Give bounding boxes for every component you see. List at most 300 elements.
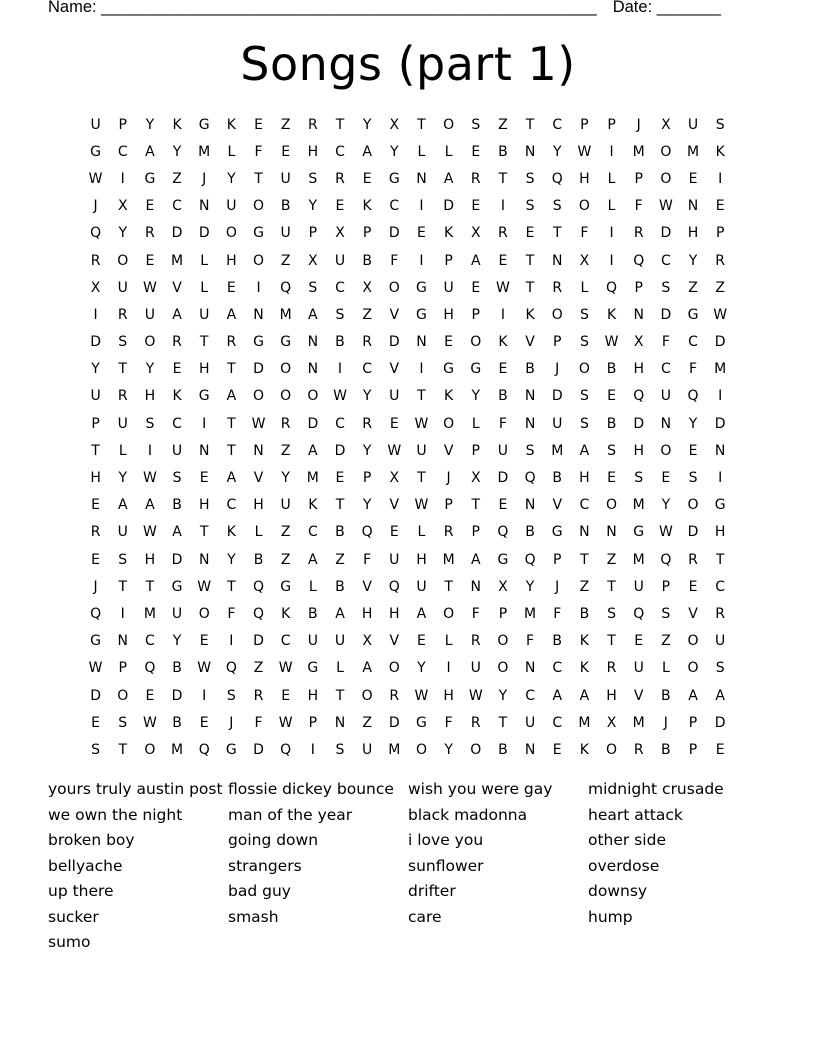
grid-letter: C <box>335 415 345 432</box>
grid-letter: Z <box>362 306 372 323</box>
grid-letter: W <box>577 143 592 160</box>
grid-letter: B <box>525 524 535 541</box>
grid-letter: R <box>117 388 128 405</box>
grid-letter: S <box>226 687 236 704</box>
grid-letter: X <box>362 633 372 650</box>
word-list-item: strangers <box>228 856 302 875</box>
grid-letter: A <box>416 605 427 622</box>
grid-letter: E <box>715 198 725 215</box>
grid-letter: C <box>552 660 563 677</box>
grid-letter: M <box>524 605 537 622</box>
grid-letter: B <box>362 252 372 269</box>
grid-letter: H <box>443 687 454 704</box>
grid-letter: R <box>172 334 182 351</box>
grid-letter: I <box>419 361 424 378</box>
grid-letter: V <box>389 633 400 650</box>
grid-letter: M <box>632 497 645 514</box>
grid-letter: O <box>117 687 129 704</box>
grid-letter: E <box>254 116 263 133</box>
grid-letter: U <box>90 116 101 133</box>
grid-letter: R <box>470 714 481 731</box>
grid-letter: Q <box>280 741 292 758</box>
grid-letter: E <box>389 415 399 432</box>
word-list-item: bellyache <box>48 856 123 875</box>
grid-letter: F <box>444 714 453 731</box>
grid-letter: G <box>470 361 482 378</box>
grid-letter: T <box>471 497 481 514</box>
grid-letter: Y <box>145 116 155 133</box>
grid-letter: O <box>497 660 509 677</box>
grid-letter: Q <box>551 170 563 187</box>
grid-letter: C <box>117 143 128 160</box>
grid-letter: N <box>334 714 346 731</box>
grid-letter: S <box>308 170 318 187</box>
grid-letter: X <box>362 279 372 296</box>
grid-letter: O <box>443 116 455 133</box>
grid-letter: T <box>335 497 345 514</box>
word-list-item: up there <box>48 882 114 900</box>
grid-letter: K <box>281 605 291 622</box>
grid-letter: G <box>144 170 156 187</box>
grid-letter: O <box>361 687 373 704</box>
grid-letter: M <box>279 306 292 323</box>
grid-letter: Y <box>145 361 155 378</box>
grid-letter: U <box>90 388 101 405</box>
grid-letter: W <box>713 306 728 323</box>
grid-letter: D <box>633 415 645 432</box>
grid-row <box>82 220 734 247</box>
grid-letter: M <box>306 470 319 487</box>
grid-letter: D <box>253 741 264 758</box>
grid-letter: P <box>553 551 562 568</box>
grid-letter: O <box>280 361 292 378</box>
grid-letter: O <box>606 741 618 758</box>
grid-letter: G <box>714 497 726 514</box>
grid-letter: L <box>254 524 263 541</box>
grid-letter: I <box>609 252 614 269</box>
grid-letter: U <box>633 660 644 677</box>
grid-letter: Y <box>417 660 426 677</box>
grid-letter: E <box>525 225 535 242</box>
grid-letter: C <box>362 361 373 378</box>
grid-letter: G <box>416 714 427 731</box>
grid-letter: Z <box>688 279 698 296</box>
word-list-item: man of the year <box>228 805 353 824</box>
grid-letter: G <box>497 551 509 568</box>
grid-letter: F <box>634 198 643 215</box>
date-field-label: Date: _______ <box>612 0 721 16</box>
grid-letter: X <box>498 578 508 595</box>
grid-letter: N <box>198 442 210 459</box>
grid-letter: X <box>470 225 481 242</box>
grid-letter: D <box>551 388 563 405</box>
grid-letter: T <box>417 470 426 487</box>
grid-letter: U <box>524 714 536 731</box>
grid-letter: S <box>118 334 128 351</box>
grid-letter: S <box>607 442 616 459</box>
grid-letter: I <box>93 306 98 323</box>
grid-letter: Q <box>660 551 672 568</box>
grid-letter: Y <box>308 198 318 215</box>
grid-letter: W <box>142 714 157 731</box>
grid-letter: Z <box>661 633 671 650</box>
grid-letter: L <box>607 198 616 215</box>
grid-letter: U <box>144 306 156 323</box>
grid-row <box>82 165 734 192</box>
word-list-column <box>228 777 408 930</box>
grid-letter: E <box>634 633 644 650</box>
grid-letter: S <box>118 551 128 568</box>
grid-letter: A <box>308 442 318 459</box>
grid-row <box>82 464 734 491</box>
grid-letter: J <box>93 578 98 595</box>
grid-letter: C <box>172 415 182 432</box>
grid-letter: D <box>253 633 264 650</box>
grid-letter: C <box>172 198 182 215</box>
grid-letter: C <box>715 578 726 595</box>
grid-letter: G <box>253 334 264 351</box>
grid-letter: N <box>253 306 264 323</box>
grid-letter: E <box>145 198 155 215</box>
grid-letter: O <box>578 198 590 215</box>
grid-letter: Z <box>280 442 291 459</box>
grid-letter: U <box>280 497 291 514</box>
grid-letter: I <box>147 442 152 459</box>
grid-letter: S <box>634 470 644 487</box>
grid-letter: X <box>633 334 644 351</box>
grid-letter: V <box>633 687 644 704</box>
grid-letter: H <box>226 252 237 269</box>
grid-letter: I <box>609 143 614 160</box>
grid-letter: S <box>335 306 345 323</box>
grid-row <box>82 193 734 220</box>
grid-letter: Z <box>579 578 590 595</box>
grid-letter: S <box>525 442 535 459</box>
grid-letter: N <box>253 442 264 459</box>
grid-letter: W <box>142 524 157 541</box>
grid-letter: O <box>660 442 672 459</box>
grid-letter: Y <box>118 470 128 487</box>
grid-letter: T <box>715 551 725 568</box>
grid-letter: B <box>498 143 508 160</box>
word-list-item: midnight crusade <box>588 780 724 798</box>
grid-letter: S <box>715 116 725 133</box>
grid-letter: W <box>197 578 212 595</box>
grid-letter: Y <box>390 143 399 160</box>
grid-letter: E <box>498 497 508 514</box>
grid-letter: D <box>714 334 726 351</box>
grid-letter: B <box>552 470 563 487</box>
grid-letter: A <box>145 143 155 160</box>
word-list-item: i love you <box>408 831 484 849</box>
grid-letter: I <box>337 361 343 378</box>
grid-letter: H <box>144 551 156 568</box>
grid-letter: E <box>471 143 481 160</box>
grid-letter: I <box>256 279 261 296</box>
grid-letter: L <box>417 143 426 160</box>
grid-letter: Z <box>253 660 264 677</box>
grid-letter: U <box>307 633 318 650</box>
grid-letter: P <box>444 252 453 269</box>
grid-letter: C <box>389 198 400 215</box>
grid-letter: V <box>172 279 182 296</box>
grid-letter: O <box>253 388 265 405</box>
grid-letter: A <box>226 306 237 323</box>
grid-letter: S <box>552 198 562 215</box>
grid-letter: Q <box>198 741 210 758</box>
grid-letter: O <box>443 605 455 622</box>
grid-letter: A <box>172 306 182 323</box>
grid-letter: E <box>145 252 155 269</box>
grid-letter: D <box>443 198 454 215</box>
grid-letter: H <box>687 225 699 242</box>
grid-letter: J <box>555 361 560 378</box>
grid-letter: Q <box>524 470 536 487</box>
grid-letter: T <box>118 361 128 378</box>
grid-letter: R <box>715 605 726 622</box>
grid-letter: I <box>310 741 315 758</box>
grid-letter: E <box>199 470 209 487</box>
grid-letter: N <box>416 334 427 351</box>
grid-letter: Z <box>280 252 291 269</box>
grid-letter: Z <box>362 714 372 731</box>
grid-letter: M <box>171 252 184 269</box>
grid-letter: H <box>633 442 644 459</box>
grid-letter: R <box>280 415 291 432</box>
grid-letter: N <box>198 551 210 568</box>
grid-letter: X <box>117 198 128 215</box>
grid-letter: F <box>363 551 372 568</box>
grid-letter: I <box>120 605 125 622</box>
grid-letter: W <box>658 198 673 215</box>
grid-row <box>82 274 734 301</box>
word-list-item: sunflower <box>408 856 484 875</box>
grid-letter: G <box>198 116 210 133</box>
grid-letter: T <box>607 633 616 650</box>
grid-letter: N <box>524 660 536 677</box>
grid-row <box>82 600 734 627</box>
grid-letter: F <box>227 605 236 622</box>
grid-row <box>82 628 734 655</box>
grid-letter: U <box>280 225 291 242</box>
grid-letter: U <box>687 116 699 133</box>
grid-letter: W <box>278 660 293 677</box>
grid-letter: I <box>500 306 505 323</box>
grid-letter: W <box>142 279 157 296</box>
grid-letter: H <box>416 551 427 568</box>
grid-letter: K <box>362 198 372 215</box>
grid-letter: B <box>606 361 617 378</box>
grid-letter: A <box>362 143 372 160</box>
word-list-item: bad guy <box>228 882 291 900</box>
grid-letter: N <box>524 497 536 514</box>
grid-letter: E <box>498 361 508 378</box>
grid-letter: C <box>335 279 345 296</box>
grid-letter: S <box>579 388 589 405</box>
grid-letter: E <box>226 279 236 296</box>
grid-letter: I <box>120 170 125 187</box>
grid-row <box>82 682 734 709</box>
grid-letter: P <box>661 578 671 595</box>
grid-letter: G <box>416 279 427 296</box>
grid-row <box>82 736 734 763</box>
grid-letter: I <box>446 660 451 677</box>
grid-letter: J <box>636 116 641 133</box>
grid-letter: Q <box>253 605 265 622</box>
grid-letter: P <box>553 334 562 351</box>
grid-letter: D <box>90 334 101 351</box>
grid-letter: S <box>579 306 589 323</box>
word-list-item: going down <box>228 831 319 849</box>
grid-letter: T <box>145 578 155 595</box>
grid-letter: V <box>688 605 698 622</box>
grid-letter: Z <box>172 170 182 187</box>
grid-letter: Y <box>362 388 372 405</box>
grid-letter: G <box>280 334 292 351</box>
grid-letter: R <box>470 633 481 650</box>
grid-letter: V <box>362 578 372 595</box>
grid-letter: A <box>579 442 590 459</box>
grid-letter: P <box>634 279 643 296</box>
grid-letter: S <box>579 334 589 351</box>
grid-letter: K <box>579 741 589 758</box>
grid-letter: M <box>551 442 564 459</box>
grid-letter: M <box>198 143 211 160</box>
grid-letter: T <box>417 388 426 405</box>
grid-letter: C <box>660 361 671 378</box>
grid-letter: T <box>227 415 236 432</box>
grid-letter: U <box>660 388 671 405</box>
grid-letter: E <box>91 497 100 514</box>
grid-letter: R <box>90 252 101 269</box>
grid-letter: O <box>253 252 265 269</box>
grid-letter: O <box>606 497 618 514</box>
grid-letter: D <box>90 687 101 704</box>
grid-letter: J <box>202 170 207 187</box>
grid-letter: I <box>419 198 424 215</box>
grid-letter: C <box>660 252 671 269</box>
grid-letter: O <box>470 334 482 351</box>
grid-letter: Z <box>498 116 508 133</box>
grid-letter: E <box>145 687 155 704</box>
grid-letter: R <box>443 524 454 541</box>
grid-letter: O <box>388 660 400 677</box>
grid-letter: C <box>579 497 590 514</box>
grid-letter: E <box>688 170 698 187</box>
grid-letter: L <box>471 415 480 432</box>
grid-letter: N <box>579 524 590 541</box>
grid-letter: O <box>280 388 292 405</box>
grid-letter: L <box>661 660 670 677</box>
grid-letter: D <box>171 225 183 242</box>
word-list-item: black madonna <box>408 805 528 824</box>
grid-letter: N <box>524 415 536 432</box>
grid-letter: P <box>308 714 318 731</box>
grid-letter: R <box>117 306 128 323</box>
grid-letter: K <box>444 388 454 405</box>
grid-letter: W <box>604 334 619 351</box>
grid-letter: A <box>579 687 590 704</box>
grid-letter: U <box>443 279 454 296</box>
grid-letter: D <box>714 714 726 731</box>
grid-letter: S <box>715 660 725 677</box>
grid-letter: A <box>552 687 563 704</box>
word-list-item: smash <box>228 907 279 926</box>
grid-letter: T <box>227 578 236 595</box>
grid-letter: S <box>118 714 128 731</box>
grid-letter: D <box>388 334 400 351</box>
grid-letter: W <box>658 524 673 541</box>
grid-letter: R <box>470 170 481 187</box>
grid-letter: J <box>446 470 451 487</box>
grid-letter: T <box>607 578 616 595</box>
grid-letter: C <box>145 633 155 650</box>
grid-letter: A <box>335 605 345 622</box>
grid-letter: H <box>307 687 319 704</box>
grid-letter: N <box>633 306 644 323</box>
word-list-item: sumo <box>48 933 91 951</box>
grid-letter: O <box>551 306 563 323</box>
grid-row <box>82 437 734 464</box>
grid-letter: J <box>555 578 560 595</box>
grid-letter: A <box>470 551 481 568</box>
grid-letter: H <box>389 605 400 622</box>
grid-letter: S <box>172 470 182 487</box>
grid-letter: E <box>335 470 345 487</box>
grid-letter: X <box>389 116 400 133</box>
grid-letter: Y <box>525 578 535 595</box>
grid-letter: L <box>227 143 236 160</box>
grid-letter: U <box>280 170 291 187</box>
word-list-item: care <box>408 907 442 926</box>
grid-letter: A <box>362 660 372 677</box>
grid-letter: Z <box>280 551 291 568</box>
grid-letter: E <box>417 225 426 242</box>
grid-letter: Q <box>144 660 156 677</box>
grid-letter: F <box>254 714 263 731</box>
grid-letter: Z <box>335 551 345 568</box>
grid-letter: W <box>333 388 347 405</box>
grid-letter: E <box>471 198 481 215</box>
grid-letter: U <box>389 388 400 405</box>
grid-letter: V <box>389 497 400 514</box>
grid-letter: H <box>579 470 590 487</box>
grid-letter: N <box>606 524 617 541</box>
grid-letter: G <box>253 225 264 242</box>
grid-letter: T <box>254 170 263 187</box>
grid-letter: G <box>307 660 319 677</box>
grid-letter: S <box>688 470 698 487</box>
grid-row <box>82 138 734 165</box>
grid-letter: L <box>580 279 589 296</box>
grid-letter: P <box>118 660 127 677</box>
grid-letter: P <box>471 306 480 323</box>
grid-letter: P <box>715 225 725 242</box>
grid-letter: X <box>308 252 318 269</box>
grid-row <box>82 410 734 437</box>
grid-letter: O <box>687 497 699 514</box>
grid-letter: E <box>471 279 481 296</box>
grid-letter: F <box>580 225 589 242</box>
grid-letter: V <box>552 497 563 514</box>
grid-letter: R <box>498 225 508 242</box>
grid-letter: S <box>145 415 155 432</box>
grid-letter: O <box>225 225 237 242</box>
grid-letter: W <box>88 660 103 677</box>
grid-letter: B <box>335 334 345 351</box>
grid-row <box>82 519 734 546</box>
grid-letter: G <box>551 524 563 541</box>
